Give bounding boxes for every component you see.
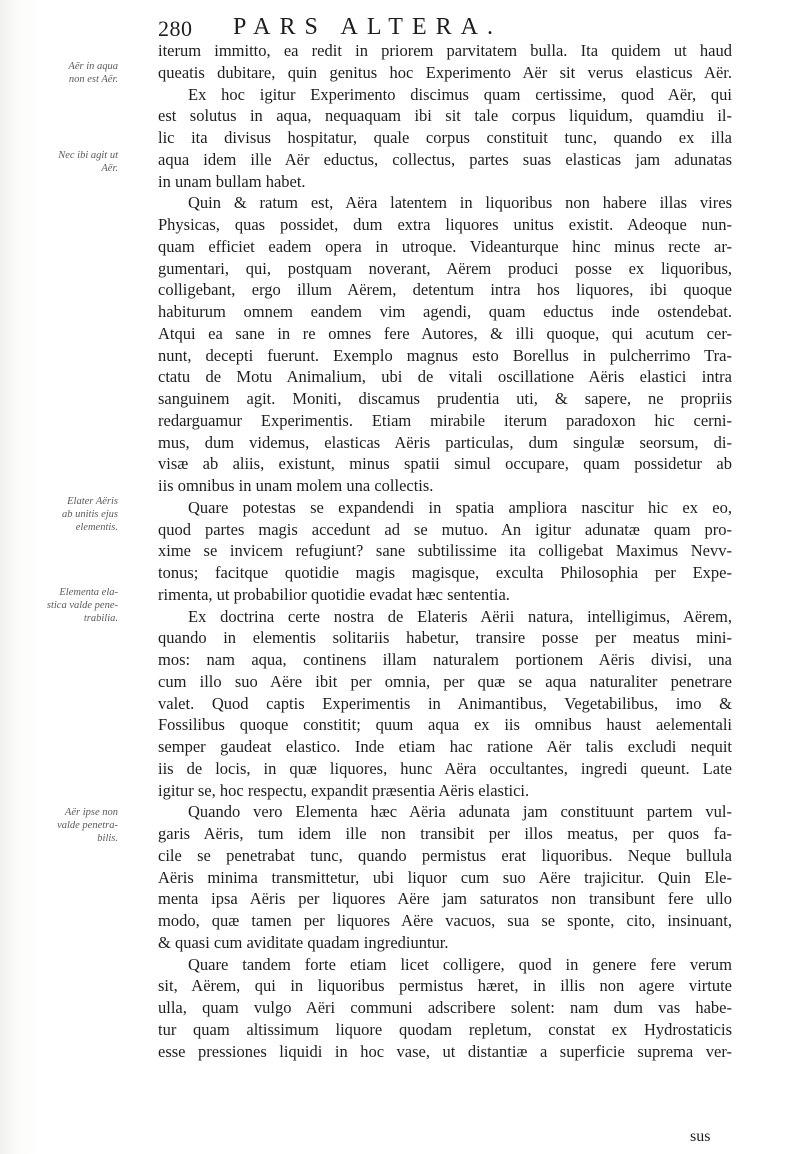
margin-notes	[0, 0, 120, 1154]
text-line: mos: nam aqua, continens illam naturalem portionem Aëris divisi, una	[158, 650, 732, 669]
text-line: habiturum omnem eandem vim agendi, quam eductus inde ostendebat.	[158, 302, 732, 321]
text-line: Ex doctrina certe nostra de Elateris Aërii natura, intelligimus, Aërem,	[188, 606, 732, 626]
margin-note: Elater Aëris ab unitis ejus elementis.	[61, 496, 118, 533]
text-line: iis de locis, in quæ liquores, hunc Aëra occultantes, ingredi queunt. Late	[158, 758, 732, 778]
text-line: tonus; facitque quotidie magis magisque, exculta Philosophia per Expe-	[158, 563, 732, 582]
text-line: semper gaudeat elastico. Inde etiam hac ratione Aër talis excludi nequit	[158, 737, 732, 756]
text-line: modo, quæ tamen per liquores Aëre vacuos, sua se sponte, cito, insinuant,	[158, 911, 732, 930]
text-line: lic ita divisus hospitatur, quale corpus constituit tunc, quando ex illa	[158, 128, 732, 147]
text-line: Ex hoc igitur Experimento discimus quam certissime, quod Aër, qui	[188, 84, 732, 104]
text-line: ulla, quam vulgo Aëri communi adscribere solent: nam dum vas habe-	[158, 998, 732, 1017]
text-line: quod partes magis accedunt ad se mutuo. An igitur adunatæ quam pro-	[158, 519, 732, 539]
text-line: cum illo suo Aëre ibit per omnia, per quæ se aqua naturaliter penetrare	[158, 671, 732, 691]
text-line: redarguamur Experimentis. Etiam mirabile iterum paradoxon hic cerni-	[158, 410, 732, 430]
text-line: Quare potestas se expandendi in spatia ampliora nascitur hic ex eo,	[188, 497, 732, 517]
text-line: colligebant, ergo illum Aërem, detentum intra hos liquores, ibi quoque	[158, 280, 732, 300]
text-line: xime se invicem refugiunt? sane subtilissime ita colligebat Maximus Nevv-	[158, 541, 732, 561]
text-line: & quasi cum aviditate quadam ingrediuntur.	[158, 932, 449, 952]
text-line: aqua idem ille Aër eductus, collectus, partes suas elasticas jam adunatas	[158, 149, 732, 169]
text-line: mus, dum videmus, elasticas Aëris particulas, dum singulæ seorsum, di-	[158, 432, 732, 452]
text-line: iterum immitto, ea redit in priorem parvitatem bulla. Ita quidem ut haud	[158, 41, 732, 60]
text-line: cile se penetrabat tunc, quando permistus erat liquoribus. Neque bullula	[158, 845, 732, 865]
text-line: rimenta, ut probabilior quotidie evadat hæc sententia.	[158, 584, 510, 604]
text-line: quam efficiet eadem opera in utroque. Videanturque hinc minus recte ar-	[158, 236, 732, 256]
text-line: Quando vero Elementa hæc Aëria adunata jam constituunt partem vul-	[188, 802, 732, 822]
text-line: igitur se, hoc respectu, expandit præsentia Aëris elastici.	[158, 780, 530, 800]
text-line: garis Aëris, tum idem ille non transibit per illos meatus, per quos fa-	[158, 824, 732, 843]
text-line: gumentari, qui, postquam noverant, Aërem produci posse ex liquoribus,	[158, 258, 732, 278]
text-line: esse pressiones liquidi in hoc vase, ut distantiæ a superficie suprema ver-	[158, 1041, 732, 1061]
margin-note: Aër ipse non valde penetra- bilis.	[57, 807, 118, 844]
running-head: PARS ALTERA.	[233, 14, 502, 40]
text-line: visæ ab aliis, existunt, minus spatii simul occupare, quam possidetur ab	[158, 454, 732, 474]
catchword: sus	[690, 1128, 711, 1145]
page-number: 280	[158, 16, 193, 41]
text-line: sit, Aërem, qui in liquoribus permistus hæret, in illis non agere virtute	[158, 976, 732, 996]
text-line: Aëris minima transmittetur, ubi liquor cum suo Aëre trajicitur. Quin Ele-	[158, 867, 732, 887]
text-line: ctatu de Motu Animalium, ubi de vitali oscillatione Aëris elastici intra	[158, 367, 732, 387]
margin-note: Nec ibi agit ut Aër.	[58, 150, 118, 174]
text-line: iis omnibus in unam molem una collectis.	[158, 476, 434, 495]
text-line: nunt, decepti fuerunt. Exemplo magnus esto Borellus in pulcherrimo Tra-	[158, 345, 732, 365]
text-line: sanguinem agit. Moniti, discamus prudentia uti, & sapere, ne propriis	[158, 389, 732, 408]
body-text	[158, 40, 732, 1062]
text-line: tur quam altissimum liquore quodam repletum, constat ex Hydrostaticis	[158, 1019, 732, 1039]
text-line: Quare tandem forte etiam licet colligere, quod in genere fere verum	[188, 954, 732, 974]
text-line: Fossilibus quoque constitit; quum aqua ex iis omnibus haust aelementali	[158, 715, 732, 735]
text-line: queatis dubitare, quin genitus hoc Experimento Aër sit verus elasticus Aër.	[158, 62, 732, 82]
text-line: quando in elementis solitariis habetur, transire posse per meatus mini-	[158, 628, 732, 648]
text-line: Quin & ratum est, Aëra latentem in liquoribus non habere illas vires	[188, 193, 732, 213]
text-line: in unam bullam habet.	[158, 171, 306, 191]
margin-note: Elementa ela- stica valde pene- trabilia.	[46, 587, 118, 624]
text-line: est solutus in aqua, nequaquam ibi sit tale corpus liquidum, quamdiu il-	[158, 106, 732, 126]
text-line: Atqui ea sane in re omnes fere Autores, & illi quoque, qui acutum cer-	[158, 323, 732, 343]
text-line: Physicas, quas possidet, dum extra liquores unitus existit. Adeoque nun-	[158, 215, 732, 234]
text-line: menta ipsa Aëris per liquores Aëre jam saturatos non transibunt fere ullo	[158, 889, 732, 909]
text-line: valet. Quod captis Experimentis in Animantibus, Vegetabilibus, imo &	[158, 693, 732, 713]
margin-note: Aër in aqua non est Aër.	[68, 61, 118, 85]
